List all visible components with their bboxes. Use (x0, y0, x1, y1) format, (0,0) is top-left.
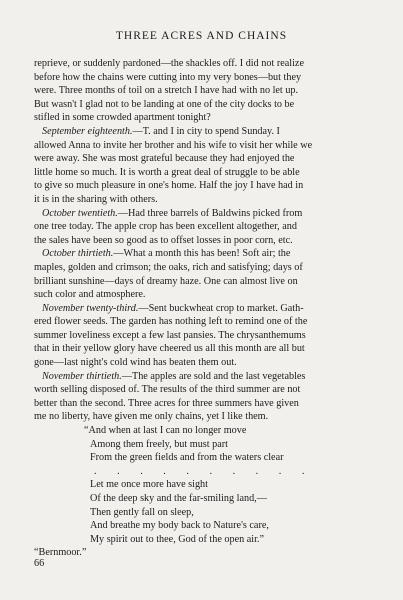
text-line: the sales have been so good as to offset losses in poor corn, etc. (34, 234, 293, 246)
text-line: one tree today. The apple crop has been excellent altogether, and (34, 221, 297, 233)
diary-entry-line (34, 125, 374, 139)
text-line: better than the second. Three acres for three summers have given (34, 397, 299, 409)
text-line: were. Three months of toil on a stretch I have had with no let up. (34, 85, 299, 97)
poem-line: And breathe my body back to Nature's care, (90, 520, 269, 532)
entry-text: —T. and I in city to spend Sunday. I (132, 125, 280, 137)
text-line: ered flower seeds. The garden has nothing left to remind one of the (34, 316, 308, 328)
poem-line: Let me once more have sight (90, 479, 208, 491)
entry-date: September eighteenth. (42, 125, 133, 137)
diary-entry-line (34, 370, 374, 384)
entry-date: October thirtieth. (42, 248, 114, 260)
poem-line: My spirit out to thee, God of the open air.” (90, 533, 265, 545)
text-line: allowed Anna to invite her brother and his wife to visit her while we (34, 139, 313, 151)
poem-line: Among them freely, but must part (90, 438, 228, 450)
poem-signature: “Bernmoor.” (34, 547, 87, 559)
text-line: to give so much pleasure in one's home. Half the joy I have had in (34, 180, 304, 192)
entry-text: —Had three barrels of Baldwins picked from (117, 207, 303, 219)
entry-text: —What a month this has been! Soft air; the (113, 248, 291, 260)
text-line: little home so much. It is worth a great deal of struggle to be able (34, 166, 300, 178)
poem-line: “And when at last I can no longer move (84, 425, 247, 437)
poem-line: Of the deep sky and the far-smiling land,— (90, 493, 267, 504)
entry-date: October twentieth. (42, 207, 118, 219)
diary-entry-line (34, 302, 374, 316)
text-line: that in their yellow glory have cheered us all this month are all but (34, 343, 305, 355)
text-line: me no liberty, have given me only chains, yet I like them. (34, 411, 269, 423)
entry-text: —Sent buckwheat crop to market. Gath- (138, 302, 304, 314)
entry-date: November thirtieth. (42, 370, 122, 382)
text-line: it is in the sharing with others. (34, 193, 158, 205)
body-text (34, 57, 374, 560)
diary-entry-line (34, 207, 374, 221)
text-line: But wasn't I glad not to be landing at one of the city docks to be (34, 98, 295, 110)
poem-line: Then gently fall on sleep, (90, 506, 194, 518)
entry-date: November twenty-third. (42, 302, 139, 314)
text-line: maples, golden and crimson; the oaks, rich and satisfying; days of (34, 261, 303, 273)
text-line: reprieve, or suddenly pardoned—the shackles off. I did not realize (34, 58, 304, 69)
poem-ellipsis: . . . . . . . . . . (94, 465, 314, 477)
text-line: worth selling disposed of. The results of the third summer are not (34, 384, 301, 396)
poem-line: From the green fields and from the waters clear (90, 452, 284, 464)
text-line: stifled in some crowded apartment tonight? (34, 112, 211, 124)
text-line: brilliant sunshine—days of dreamy haze. One can almost live on (34, 275, 298, 287)
text-line: before how the chains were cutting into my very bones—but they (34, 71, 302, 83)
text-line: summer loveliness except a few last pansies. The chrysanthemums (34, 329, 306, 341)
text-line: such color and atmosphere. (34, 289, 146, 301)
diary-entry-line (34, 247, 374, 261)
text-line: were away. She was most grateful because they had enjoyed the (34, 153, 295, 165)
text-line: gone—last night's cold wind has beaten them out. (34, 357, 237, 369)
running-head: THREE ACRES AND CHAINS (115, 30, 288, 42)
entry-text: —The apples are sold and the last vegetables (121, 370, 306, 382)
page-number: 66 (34, 558, 45, 569)
